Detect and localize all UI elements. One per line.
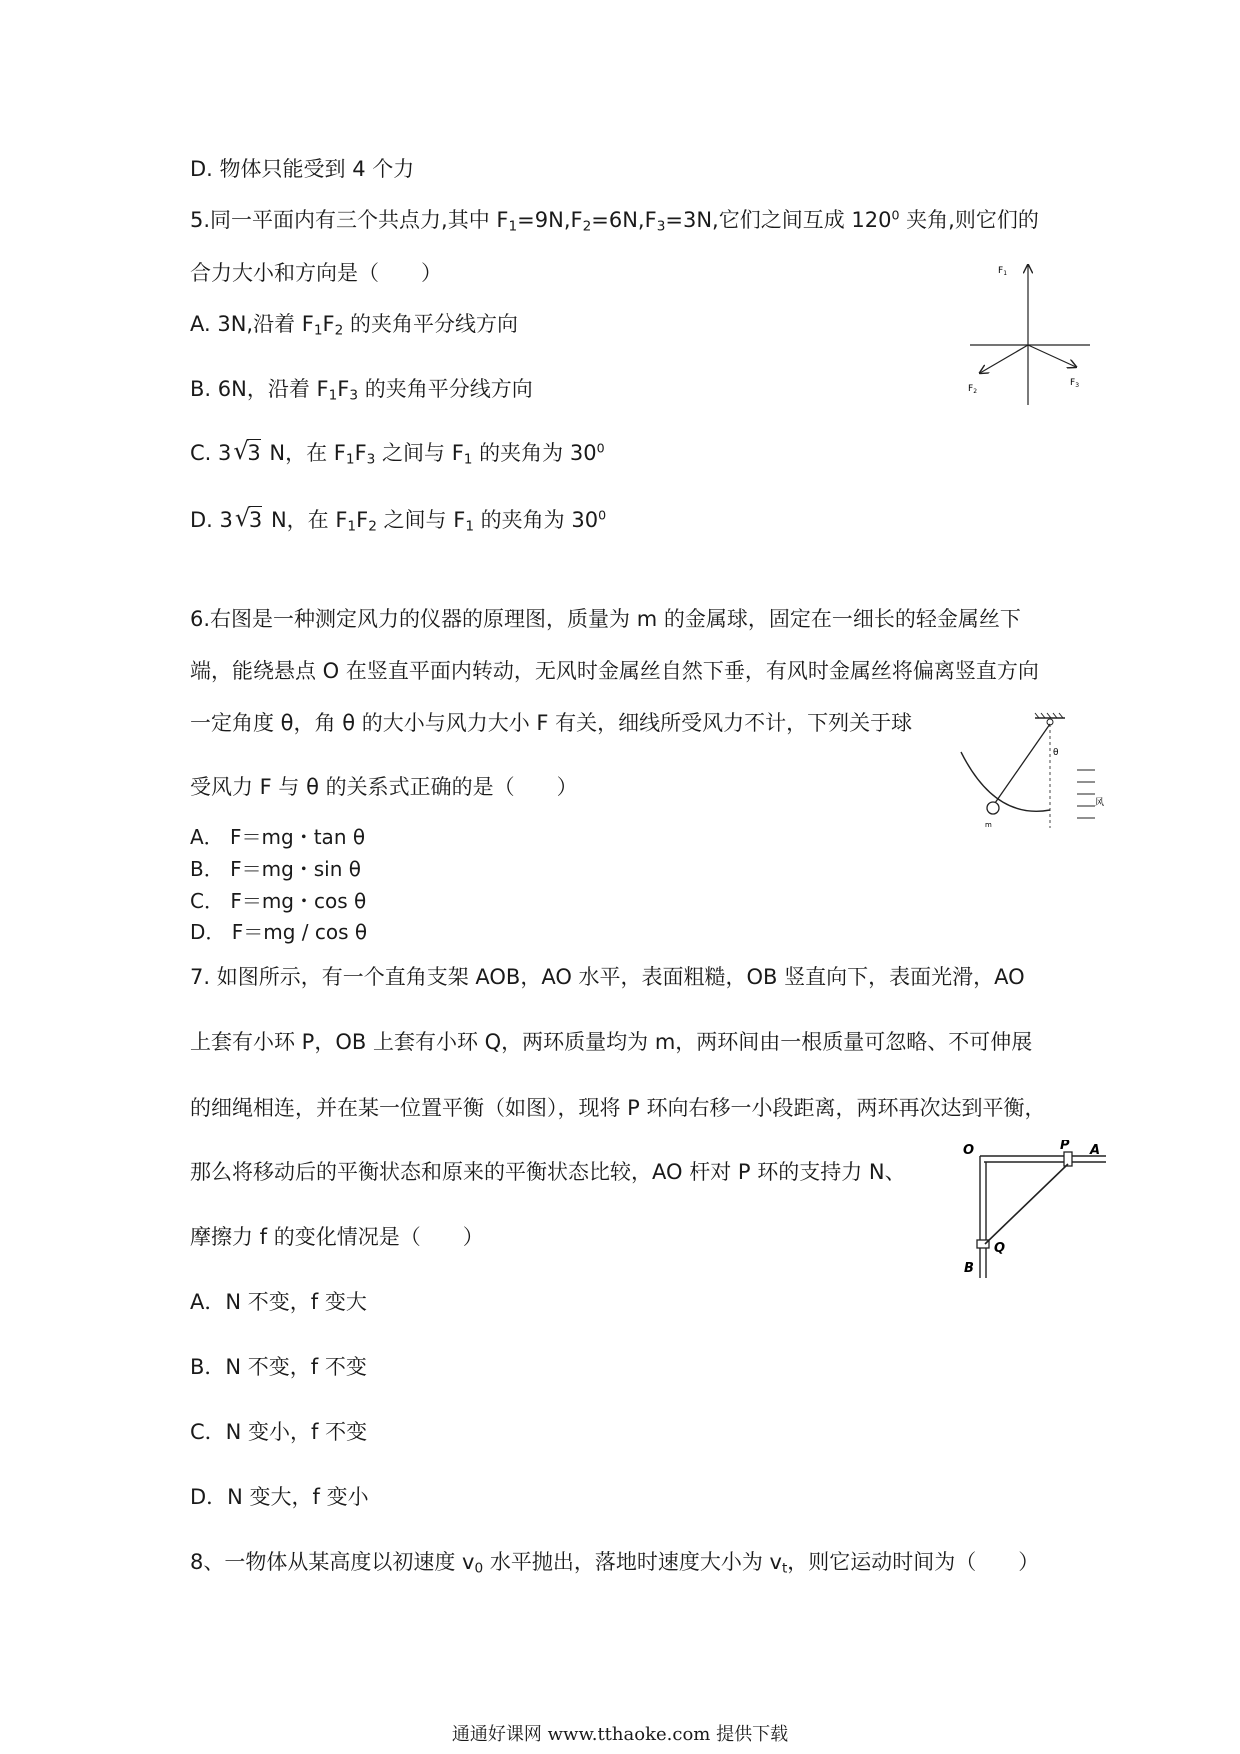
page-footer: 通通好课网 www.tthaoke.com 提供下载 <box>451 1724 789 1745</box>
metal-ball <box>987 802 999 814</box>
metal-wire <box>995 724 1050 803</box>
sqrt-symbol: √ 3 <box>233 441 260 466</box>
q7-option-c: C．N 变小，f 不变 <box>190 1420 368 1444</box>
q6-option-c: C． F＝mg・cos θ <box>190 889 367 913</box>
q5-option-a: A. 3N,沿着 $F_1F_2$ 的夹角平分线方向 <box>190 312 519 339</box>
q4-option-d: D. 物体只能受到 4 个力 <box>190 157 415 181</box>
wind-meter-diagram <box>955 710 1110 835</box>
q7-option-d: D．N 变大，f 变小 <box>190 1485 369 1509</box>
label-o: O <box>963 1143 975 1158</box>
q6-stem-line4: 受风力 F 与 θ 的关系式正确的是（ ） <box>190 775 578 799</box>
wind-label: 风 <box>1095 798 1105 808</box>
q6-stem-line2: 端，能绕悬点 O 在竖直平面内转动，无风时金属丝自然下垂，有风时金属丝将偏离竖直方向 <box>190 659 1039 683</box>
string <box>985 1164 1068 1244</box>
q6-option-d: D． F＝mg / cos θ <box>190 920 368 944</box>
q6-option-b: B． F＝mg・sin θ <box>190 857 362 881</box>
f3-label: $F_3$ <box>1070 378 1080 389</box>
q7-stem-line3: 的细绳相连，并在某一位置平衡（如图），现将 P 环向右移一小段距离，两环再次达到平衡， <box>190 1096 1046 1120</box>
label-a: A <box>1090 1143 1101 1158</box>
q7-stem-line2: 上套有小环 P，OB 上套有小环 Q，两环质量均为 m，两环间由一根质量可忽略、不可伸展 <box>190 1030 1033 1054</box>
q7-option-a: A．N 不变，f 变大 <box>190 1290 367 1314</box>
force-diagram <box>950 255 1100 415</box>
q5-stem-line1: 5.同一平面内有三个共点力,其中 $F_1=9N,F_2=6N,F_3=3N$,它们之间互成 $120^0$ 夹角,则它们的 <box>190 207 1039 235</box>
f2-arrow <box>980 345 1028 373</box>
q8-stem: 8、一物体从某高度以初速度 $v_0$ 水平抛出，落地时速度大小为 $v_t$，则它运动时间为（ ） <box>190 1550 1040 1577</box>
bracket-diagram <box>958 1140 1108 1280</box>
f3-arrow <box>1028 345 1076 367</box>
label-q: Q <box>994 1241 1006 1256</box>
q6-stem-line1: 6.右图是一种测定风力的仪器的原理图，质量为 m 的金属球，固定在一细长的轻金属丝下 <box>190 607 1021 631</box>
q7-stem-line1: 7. 如图所示，有一个直角支架 AOB，AO 水平，表面粗糙，OB 竖直向下，表面光滑，AO <box>190 965 1025 989</box>
q6-stem-line3: 一定角度 θ，角 θ 的大小与风力大小 F 有关，细线所受风力不计，下列关于球 <box>190 711 913 735</box>
q5-option-d: D. 3√ 3 N，在 $F_1F_2$ 之间与 $F_1$ 的夹角为 $30^0$ <box>190 508 606 533</box>
label-p: P <box>1060 1140 1070 1153</box>
label-b: B <box>964 1261 974 1276</box>
sqrt-symbol: √ 3 <box>235 508 262 533</box>
q5-stem-line2: 合力大小和方向是（ ） <box>190 261 442 285</box>
q5-option-c: C. 3√ 3 N，在 $F_1F_3$ 之间与 $F_1$ 的夹角为 $30^0$ <box>190 441 605 466</box>
q7-option-b: B．N 不变，f 不变 <box>190 1355 367 1379</box>
q7-stem-line4: 那么将移动后的平衡状态和原来的平衡状态比较，AO 杆对 P 环的支持力 N、 <box>190 1160 906 1184</box>
f1-label: $F_1$ <box>998 266 1008 277</box>
arc-scale <box>961 752 1050 811</box>
f2-label: $F_2$ <box>968 384 978 395</box>
q5-option-b: B. 6N，沿着 $F_1F_3$ 的夹角平分线方向 <box>190 377 533 404</box>
mass-label: m <box>985 821 992 829</box>
ring-p <box>1064 1152 1072 1166</box>
q7-stem-line5: 摩擦力 f 的变化情况是（ ） <box>190 1225 484 1249</box>
theta-label: θ <box>1053 748 1059 758</box>
q6-option-a: A． F＝mg・tan θ <box>190 825 366 849</box>
